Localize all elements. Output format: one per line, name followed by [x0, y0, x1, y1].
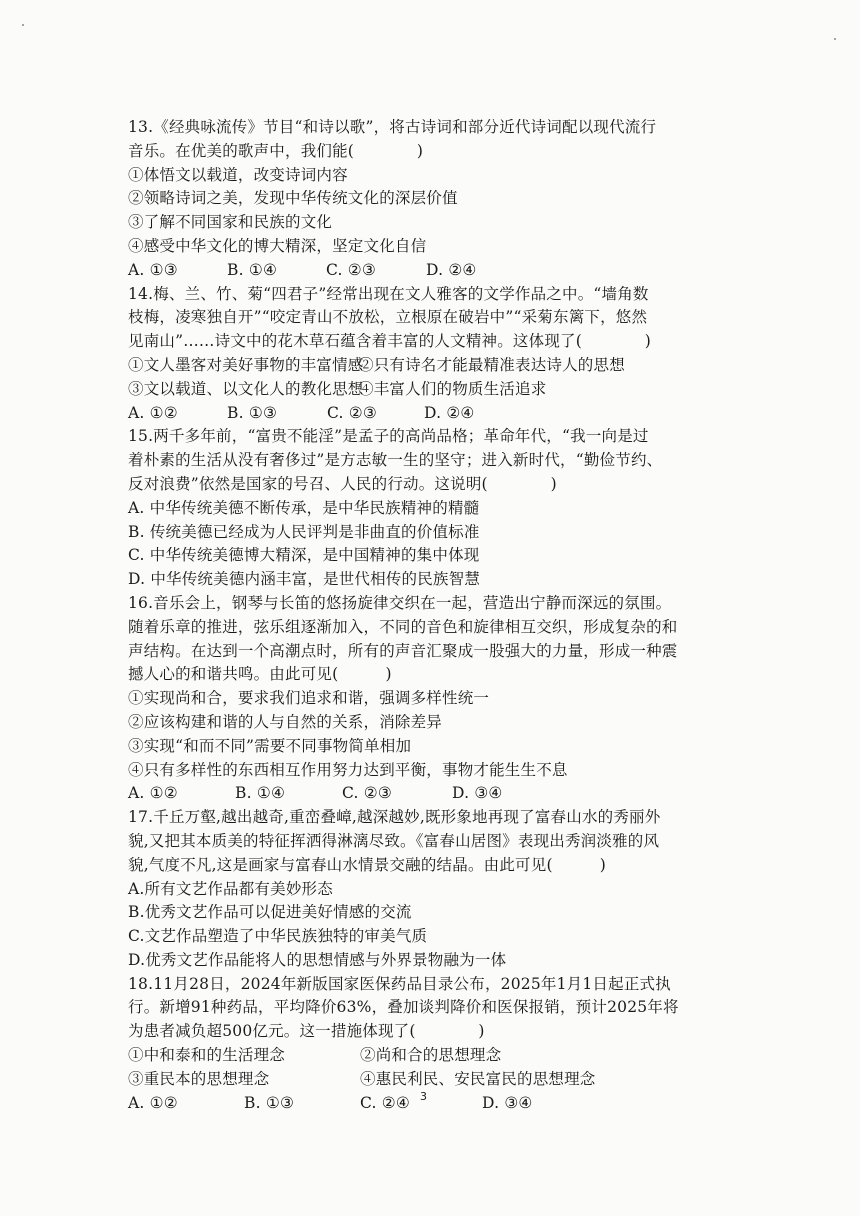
option-d[interactable]: D. ②④: [426, 260, 477, 279]
question-13: [128, 116, 728, 283]
question-stem: 枝梅，凌寒独自开”“咬定青山不放松，立根原在破岩中”“采菊东篱下，悠然: [128, 308, 648, 327]
scan-speck: [834, 38, 836, 40]
statement-item: ②应该构建和谐的人与自然的关系，消除差异: [128, 712, 443, 731]
option-d[interactable]: D.优秀文艺作品能将人的思想情感与外界景物融为一体: [128, 950, 507, 969]
question-stem: 14.梅、兰、竹、菊“四君子”经常出现在文人雅客的文学作品之中。“墙角数: [128, 284, 649, 303]
statement-item: ①实现尚和合，要求我们追求和谐，强调多样性统一: [128, 689, 490, 708]
option-b[interactable]: B.优秀文艺作品可以促进美好情感的交流: [128, 903, 412, 922]
answer-options: [128, 402, 728, 426]
option-a[interactable]: A. ①②: [128, 1093, 178, 1112]
option-b[interactable]: B. ①④: [235, 784, 286, 803]
question-stem: 貌,又把其本质美的特征挥洒得淋漓尽致。《富春山居图》表现出秀润淡雅的风: [128, 831, 660, 850]
option-a[interactable]: A. ①③: [128, 260, 178, 279]
statement-item: ①文人墨客对美好事物的丰富情感: [128, 355, 364, 374]
statement-item: ④感受中华文化的博大精深，坚定文化自信: [128, 236, 427, 255]
question-stem: 随着乐章的推进，弦乐组逐渐加入，不同的音色和旋律相互交织，形成复杂的和: [128, 617, 678, 636]
statement-row: [128, 378, 728, 402]
option-b[interactable]: B. ①③: [244, 1093, 295, 1112]
statement-item: ②尚和合的思想理念: [360, 1046, 502, 1065]
option-d[interactable]: D. 中华传统美德内涵丰富，是世代相传的民族智慧: [128, 570, 481, 589]
statement-row: [128, 1044, 728, 1068]
statement-item: ③重民本的思想理念: [128, 1069, 270, 1088]
page-number: 3: [420, 1090, 427, 1103]
option-d[interactable]: D. ③④: [452, 784, 503, 803]
statement-item: ④只有多样性的东西相互作用努力达到平衡，事物才能生生不息: [128, 760, 568, 779]
question-stem: 行。新增91种药品，平均降价63%，叠加谈判降价和医保报销，预计2025年将: [128, 998, 679, 1017]
statement-item: ②只有诗名才能最精准表达诗人的思想: [358, 355, 625, 374]
option-c[interactable]: C. ②③: [326, 260, 376, 279]
option-a[interactable]: A. 中华传统美德不断传承，是中华民族精神的精髓: [128, 498, 480, 517]
question-stem: 17.千丘万壑,越出越奇,重峦叠嶂,越深越妙,既形象地再现了富春山水的秀丽外: [128, 808, 661, 827]
question-14: [128, 283, 728, 426]
statement-row: [128, 354, 728, 378]
option-c[interactable]: C. 中华传统美德博大精深，是中国精神的集中体现: [128, 546, 480, 565]
question-stem: 反对浪费”依然是国家的号召、人民的行动。这说明( ): [128, 474, 557, 493]
option-d[interactable]: D. ②④: [424, 403, 475, 422]
question-stem: 13.《经典咏流传》节目“和诗以歌”，将古诗词和部分近代诗词配以现代流行: [128, 118, 657, 136]
option-b[interactable]: B. 传统美德已经成为人民评判是非曲直的价值标准: [128, 522, 480, 541]
question-content: [128, 116, 728, 1115]
question-stem: 音乐。在优美的歌声中，我们能( ): [128, 141, 424, 160]
question-stem: 撼人心的和谐共鸣。由此可见( ): [128, 665, 392, 684]
answer-options: [128, 1092, 728, 1116]
option-c[interactable]: C. ②③: [342, 784, 392, 803]
question-stem: 见南山”……诗文中的花木草石蕴含着丰富的人文精神。这体现了( ): [128, 332, 652, 351]
option-d[interactable]: D. ③④: [482, 1093, 533, 1112]
question-stem: 为患者减负超500亿元。这一措施体现了( ): [128, 1022, 485, 1041]
question-17: [128, 806, 728, 973]
option-a[interactable]: A.所有文艺作品都有美妙形态: [128, 879, 333, 898]
option-c[interactable]: C. ②④: [360, 1093, 410, 1112]
statement-item: ①体悟文以载道，改变诗词内容: [128, 165, 348, 184]
statement-item: ③实现“和而不同”需要不同事物简单相加: [128, 736, 412, 755]
option-a[interactable]: A. ①②: [128, 784, 178, 803]
question-stem: 着朴素的生活从没有奢侈过”是方志敏一生的坚守；进入新时代，“勤俭节约、: [128, 451, 663, 470]
statement-item: ①中和泰和的生活理念: [128, 1046, 286, 1065]
option-b[interactable]: B. ①④: [227, 260, 278, 279]
question-stem: 声结构。在达到一个高潮点时，所有的声音汇聚成一股强大的力量，形成一种震: [128, 641, 678, 660]
option-c[interactable]: C.文艺作品塑造了中华民族独特的审美气质: [128, 927, 428, 946]
question-15: [128, 425, 728, 592]
answer-options: [128, 782, 728, 806]
question-stem: 18.11月28日，2024年新版国家医保药品目录公布，2025年1月1日起正式执: [128, 974, 671, 993]
question-18: [128, 973, 728, 1116]
option-a[interactable]: A. ①②: [128, 403, 178, 422]
statement-row: [128, 1068, 728, 1092]
statement-item: ③了解不同国家和民族的文化: [128, 213, 333, 232]
answer-options: [128, 259, 728, 283]
statement-item: ④丰富人们的物质生活追求: [358, 379, 547, 398]
statement-item: ③文以载道、以文化人的教化思想: [128, 379, 364, 398]
question-stem: 15.两千多年前，“富贵不能淫”是孟子的高尚品格；革命年代，“我一向是过: [128, 427, 649, 446]
option-c[interactable]: C. ②③: [327, 403, 377, 422]
statement-item: ④惠民利民、安民富民的思想理念: [360, 1069, 596, 1088]
option-b[interactable]: B. ①③: [227, 403, 278, 422]
question-stem: 貌,气度不凡,这是画家与富春山水情景交融的结晶。由此可见( ): [128, 855, 607, 874]
scan-speck: [22, 24, 24, 26]
statement-item: ②领略诗词之美，发现中华传统文化的深层价值: [128, 189, 458, 208]
question-16: [128, 592, 728, 806]
question-stem: 16.音乐会上，钢琴与长笛的悠扬旋律交织在一起，营造出宁静而深远的氛围。: [128, 593, 672, 612]
